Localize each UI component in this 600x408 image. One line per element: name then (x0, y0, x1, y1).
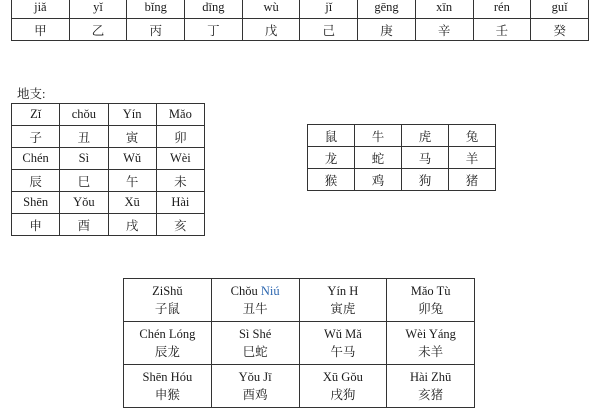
combo-row (124, 279, 475, 322)
stem-pinyin-cell: bǐng (127, 0, 185, 19)
stems-hanzi-row (12, 19, 589, 41)
animal-cell: 虎 (402, 125, 449, 147)
stem-hanzi-cell: 辛 (415, 19, 473, 41)
stem-pinyin-cell: jǐ (300, 0, 358, 19)
stem-pinyin-cell: yǐ (69, 0, 127, 19)
branch-cell: 丑 (60, 126, 108, 148)
branch-cell: 亥 (156, 214, 204, 236)
combo-hanzi: 寅虎 (330, 302, 356, 316)
animals-row (308, 125, 496, 147)
branches-row (12, 214, 205, 236)
branches-row (12, 126, 205, 148)
stem-hanzi-cell: 丁 (185, 19, 243, 41)
branch-cell: Hài (156, 192, 204, 214)
heavenly-stems-table (11, 0, 589, 41)
stem-pinyin-cell: dīng (185, 0, 243, 19)
branch-cell: Yín (108, 104, 156, 126)
combo-pinyin: Wèi Yáng (405, 327, 456, 341)
combo-cell (124, 322, 212, 365)
animal-cell: 马 (402, 147, 449, 169)
branch-cell: 寅 (108, 126, 156, 148)
branch-cell: Sì (60, 148, 108, 170)
animal-cell: 兔 (449, 125, 496, 147)
earthly-branches-table (11, 103, 205, 236)
branch-cell: Xū (108, 192, 156, 214)
combo-cell (387, 279, 475, 322)
branch-cell: Wǔ (108, 148, 156, 170)
combo-hanzi: 戌狗 (330, 388, 356, 402)
stem-hanzi-cell: 庚 (358, 19, 416, 41)
combo-cell (211, 279, 299, 322)
animal-cell: 猪 (449, 169, 496, 191)
branch-cell: 子 (12, 126, 60, 148)
combo-row (124, 322, 475, 365)
combo-hanzi: 亥猪 (418, 388, 444, 402)
combo-hanzi: 子鼠 (154, 302, 180, 316)
branches-row (12, 192, 205, 214)
branches-row (12, 104, 205, 126)
earthly-branches-caption: 地支: (17, 87, 46, 101)
combo-cell (387, 365, 475, 408)
combo-hanzi: 午马 (330, 345, 356, 359)
stem-pinyin-cell: guǐ (531, 0, 589, 19)
branch-cell: Shēn (12, 192, 60, 214)
zodiac-animals-table (307, 124, 496, 191)
combo-pinyin-highlight: Niú (260, 284, 280, 298)
branch-cell: Chén (12, 148, 60, 170)
branch-cell: chǒu (60, 104, 108, 126)
branch-cell: 巳 (60, 170, 108, 192)
animals-row (308, 169, 496, 191)
animal-cell: 鼠 (308, 125, 355, 147)
combo-cell (211, 365, 299, 408)
animal-cell: 羊 (449, 147, 496, 169)
combo-cell (387, 322, 475, 365)
combo-pinyin: Sì Shé (238, 327, 272, 341)
stem-hanzi-cell: 癸 (531, 19, 589, 41)
combo-hanzi: 申猴 (154, 388, 180, 402)
animals-row (308, 147, 496, 169)
branch-cell: 申 (12, 214, 60, 236)
combo-cell (299, 365, 387, 408)
combo-hanzi: 丑牛 (242, 302, 268, 316)
stem-pinyin-cell: wù (242, 0, 300, 19)
combo-hanzi: 卯兔 (418, 302, 444, 316)
combo-hanzi: 巳蛇 (242, 345, 268, 359)
branch-cell: Zǐ (12, 104, 60, 126)
combo-pinyin: Yǒu Jī (238, 370, 272, 384)
branch-cell: 未 (156, 170, 204, 192)
branch-cell: 辰 (12, 170, 60, 192)
combo-pinyin: Chén Lóng (139, 327, 196, 341)
stem-pinyin-cell: gēng (358, 0, 416, 19)
combo-cell (124, 279, 212, 322)
stem-pinyin-cell: jiǎ (12, 0, 70, 19)
stem-hanzi-cell: 戊 (242, 19, 300, 41)
animal-cell: 鸡 (355, 169, 402, 191)
stem-hanzi-cell: 乙 (69, 19, 127, 41)
stem-hanzi-cell: 丙 (127, 19, 185, 41)
combo-hanzi: 未羊 (418, 345, 444, 359)
combo-pinyin (212, 282, 299, 300)
stems-pinyin-row (12, 0, 589, 19)
branch-cell: 酉 (60, 214, 108, 236)
animal-cell: 牛 (355, 125, 402, 147)
branch-cell: 戌 (108, 214, 156, 236)
animal-cell: 龙 (308, 147, 355, 169)
branch-cell: Mǎo (156, 104, 204, 126)
combo-pinyin: Xū Gǒu (322, 370, 363, 384)
combo-pinyin: Shēn Hóu (142, 370, 193, 384)
combo-pinyin: Yín H (327, 284, 359, 298)
combo-pinyin-part: Chǒu (230, 284, 261, 298)
combo-hanzi: 酉鸡 (242, 388, 268, 402)
animal-cell: 狗 (402, 169, 449, 191)
stem-hanzi-cell: 壬 (473, 19, 531, 41)
animal-cell: 猴 (308, 169, 355, 191)
branches-row (12, 170, 205, 192)
stem-hanzi-cell: 甲 (12, 19, 70, 41)
combo-row (124, 365, 475, 408)
branch-animal-table (123, 278, 475, 408)
combo-pinyin: Mǎo Tù (410, 284, 451, 298)
combo-cell (124, 365, 212, 408)
branch-cell: Yǒu (60, 192, 108, 214)
combo-cell (299, 279, 387, 322)
combo-pinyin: Wǔ Mǎ (323, 327, 362, 341)
branch-cell: 卯 (156, 126, 204, 148)
animal-cell: 蛇 (355, 147, 402, 169)
branch-cell: 午 (108, 170, 156, 192)
combo-pinyin: Hài Zhū (409, 370, 452, 384)
combo-pinyin: ZiShǔ (152, 284, 183, 298)
stem-pinyin-cell: rén (473, 0, 531, 19)
combo-cell (299, 322, 387, 365)
combo-hanzi: 辰龙 (154, 345, 180, 359)
branches-row (12, 148, 205, 170)
combo-cell (211, 322, 299, 365)
stem-pinyin-cell: xīn (415, 0, 473, 19)
stem-hanzi-cell: 己 (300, 19, 358, 41)
branch-cell: Wèi (156, 148, 204, 170)
